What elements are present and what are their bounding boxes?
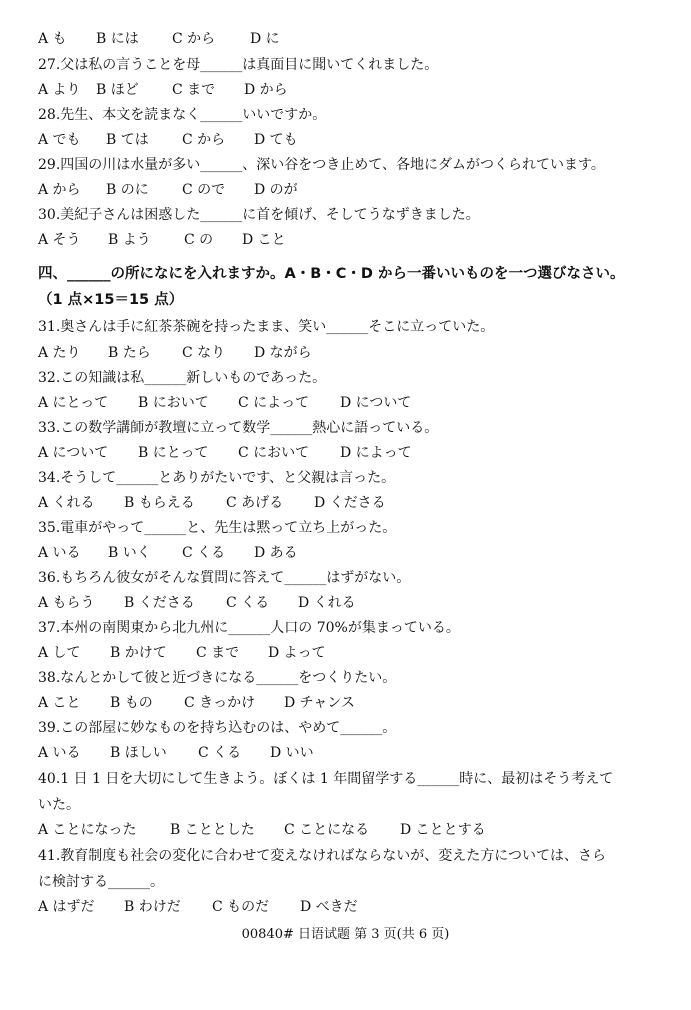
answer-option: A して: [38, 645, 81, 661]
answer-option: A も: [38, 31, 67, 47]
page-footer: 00840# 日语试题 第 3 页(共 6 页): [241, 927, 450, 942]
section-heading: （1 点×15＝15 点）: [38, 292, 184, 308]
answer-option: C において: [238, 445, 310, 461]
question-text: 28.先生、本文を読まなく______いいですか。: [38, 107, 327, 123]
question-text: に検討する______。: [38, 874, 164, 890]
question-text: 29.四国の川は水量が多い______、深い谷をつき止めて、各地にダムがつくられています。: [38, 157, 605, 173]
answer-options: [38, 594, 651, 612]
answer-options: [38, 394, 651, 412]
answer-option: B くださる: [124, 595, 195, 611]
answer-option: D によって: [340, 445, 412, 461]
answer-option: A いる: [38, 545, 81, 561]
answer-option: D こと: [242, 232, 286, 248]
answer-option: A はずだ: [38, 899, 95, 915]
answer-option: A こと: [38, 695, 81, 711]
answer-option: C から: [172, 31, 216, 47]
question-text: 32.この知識は私______新しいものであった。: [38, 370, 327, 386]
question-text: 30.美紀子さんは困惑した______に首を傾げ、そしてうなずきました。: [38, 207, 480, 223]
answer-option: D くれる: [298, 595, 356, 611]
answer-option: C くる: [182, 545, 226, 561]
question-text: 40.1 日 1 日を大切にして生きよう。ぼくは 1 年間留学する______時に、最初はそう考えて: [38, 771, 614, 787]
answer-option: D ながら: [254, 345, 312, 361]
answer-option: A から: [38, 182, 81, 198]
answer-option: B ては: [106, 132, 149, 148]
question-text: 41.教育制度も社会の変化に合わせて変えなければならないが、変えた方については、さら: [38, 848, 606, 864]
question-text: 39.この部屋に妙なものを持ち込むのは、やめて______。: [38, 720, 397, 736]
answer-option: A いる: [38, 745, 81, 761]
answer-option: C まで: [196, 645, 240, 661]
answer-option: B いく: [108, 545, 151, 561]
answer-option: B よう: [108, 232, 151, 248]
answer-option: B もの: [110, 695, 153, 711]
answer-option: A ことになった: [38, 822, 137, 838]
answer-option: C ことになる: [284, 822, 370, 838]
answer-option: C によって: [238, 395, 310, 411]
answer-option: B のに: [106, 182, 149, 198]
answer-option: C なり: [182, 345, 226, 361]
answer-options: [38, 81, 651, 99]
question-text: 27.父は私の言うことを母______は真面目に聞いてくれました。: [38, 57, 439, 73]
answer-options: [38, 181, 651, 199]
question-text: 36.もちろん彼女がそんな質問に答えて______はずがない。: [38, 570, 411, 586]
answer-option: D ある: [254, 545, 298, 561]
answer-option: B たら: [108, 345, 151, 361]
answer-option: D いい: [270, 745, 314, 761]
answer-options: [38, 744, 651, 762]
answer-options: [38, 821, 651, 839]
answer-option: D のが: [254, 182, 298, 198]
question-text: 31.奥さんは手に紅茶茶碗を持ったまま、笑い______そこに立っていた。: [38, 319, 495, 335]
answer-option: A たり: [38, 345, 81, 361]
answer-option: B ほしい: [110, 745, 167, 761]
answer-option: D から: [244, 82, 288, 98]
question-text: 37.本州の南関東から北九州に______人口の 70%が集まっている。: [38, 620, 460, 636]
answer-option: C まで: [172, 82, 216, 98]
answer-option: D に: [250, 31, 280, 47]
answer-options: [38, 694, 651, 712]
answer-option: A について: [38, 445, 109, 461]
answer-option: A もらう: [38, 595, 95, 611]
answer-option: C きっかけ: [184, 695, 256, 711]
answer-option: B には: [96, 31, 139, 47]
answer-option: D について: [340, 395, 412, 411]
question-text: いた。: [38, 797, 80, 813]
answer-option: B において: [138, 395, 209, 411]
answer-option: C から: [182, 132, 226, 148]
answer-option: B かけて: [110, 645, 167, 661]
answer-options: [38, 131, 651, 149]
answer-option: B もらえる: [124, 495, 195, 511]
answer-option: A そう: [38, 232, 81, 248]
answer-options: [38, 898, 651, 916]
answer-option: C の: [184, 232, 214, 248]
answer-options: [38, 544, 651, 562]
answer-option: C くる: [198, 745, 242, 761]
question-text: 35.電車がやって______と、先生は黙って立ち上がった。: [38, 520, 397, 536]
answer-option: B にとって: [138, 445, 209, 461]
answer-options: [38, 444, 651, 462]
section-heading: 四、______の所になにを入れますか。A・B・C・D から一番いいものを一つ選びなさい。: [38, 266, 625, 282]
answer-option: B こととした: [170, 822, 255, 838]
answer-option: A くれる: [38, 495, 95, 511]
answer-option: A でも: [38, 132, 81, 148]
answer-option: D べきだ: [300, 899, 358, 915]
answer-option: D くださる: [314, 495, 386, 511]
answer-option: B わけだ: [124, 899, 181, 915]
answer-options: [38, 494, 651, 512]
answer-option: C あげる: [226, 495, 284, 511]
question-text: 38.なんとかして彼と近づきになる______をつくりたい。: [38, 670, 397, 686]
answer-option: C くる: [226, 595, 270, 611]
answer-option: A より: [38, 82, 81, 98]
answer-options: [38, 30, 651, 48]
answer-options: [38, 231, 651, 249]
answer-option: D ても: [254, 132, 298, 148]
answer-option: C ものだ: [212, 899, 270, 915]
answer-option: A にとって: [38, 395, 109, 411]
answer-option: C ので: [182, 182, 226, 198]
answer-options: [38, 344, 651, 362]
question-text: 34.そうして______とありがたいです、と父親は言った。: [38, 470, 396, 486]
answer-options: [38, 644, 651, 662]
answer-option: D よって: [268, 645, 326, 661]
question-text: 33.この数学講師が教壇に立って数学______熱心に語っている。: [38, 420, 439, 436]
answer-option: D チャンス: [284, 695, 355, 711]
answer-option: B ほど: [96, 82, 139, 98]
answer-option: D こととする: [400, 822, 486, 838]
